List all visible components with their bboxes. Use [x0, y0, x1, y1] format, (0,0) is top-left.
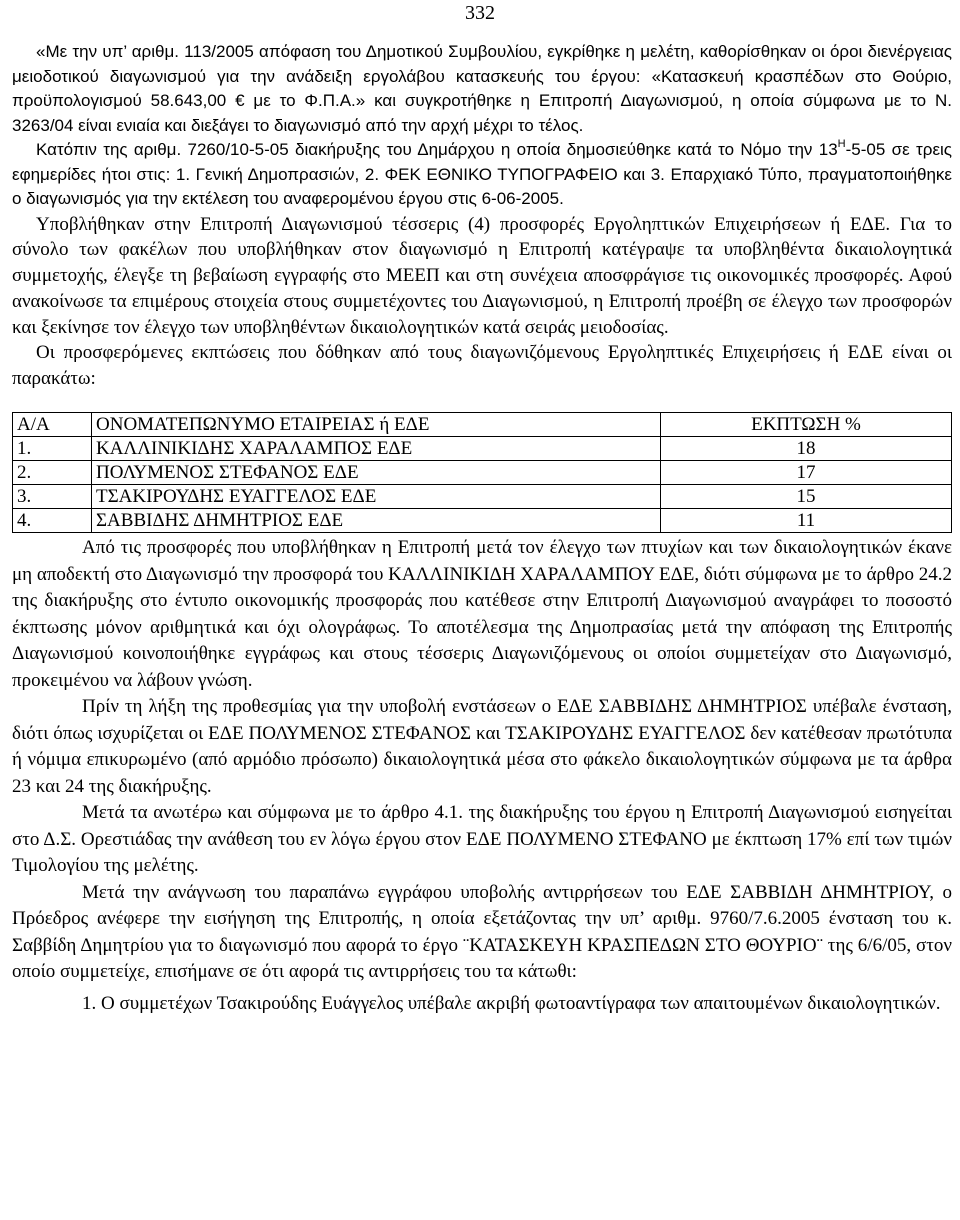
proclamation-text-end: -5-05 σε τρεις εφημερίδες ήτοι στις: 1. Γενική Δημοπρασιών, 2. ΦΕΚ ΕΘΝΙΚΟ ΤΥΠΟΓΡΑΦΕΙΟ και 3. Επαρχιακό Τύπο, πραγματοποιήθηκε ο διαγωνισμός για την εκτέλεση του αναφερομένου έργου στις 6-06-2005.: [12, 140, 952, 208]
row-number: 4.: [13, 509, 92, 533]
discounts-table: [12, 412, 952, 533]
row-company: ΤΣΑΚΙΡΟΥΔΗΣ ΕΥΑΓΓΕΛΟΣ ΕΔΕ: [92, 485, 661, 509]
row-company: ΚΑΛΛΙΝΙΚΙΔΗΣ ΧΑΡΑΛΑΜΠΟΣ ΕΔΕ: [92, 437, 661, 461]
paragraph-submitted-offers: Υποβλήθηκαν στην Επιτροπή Διαγωνισμού τέσσερις (4) προσφορές Εργοληπτικών Επιχειρήσεων ή ΕΔΕ. Για το σύνολο των φακέλων που υποβλήθηκαν στον διαγωνισμό η Επιτροπή κατέγραψε τα υποβληθέντα δικαιολογητικά συμμετοχής, έλεγξε τη βεβαίωση εγγραφής στο ΜΕΕΠ και στη συνέχεια αποσφράγισε τις οικονομικές προσφορές. Αφού ανακοίνωσε τα επιμέρους στοιχεία στους συμμετέχοντες του Διαγωνισμού, η Επιτροπή προέβη σε έλεγχο των προσφορών και ξεκίνησε τον έλεγχο των υποβληθέντων δικαιολογητικών κατά σειράς μειοδοσίας.: [12, 213, 952, 338]
paragraph-proclamation: [12, 138, 952, 212]
row-number: 2.: [13, 461, 92, 485]
row-discount: 15: [661, 485, 952, 509]
row-number: 3.: [13, 485, 92, 509]
list-item: 1. Ο συμμετέχων Τσακιρούδης Ευάγγελος υπέβαλε ακριβή φωτοαντίγραφα των απαιτουμένων δικαιολογητικών.: [82, 992, 941, 1014]
paragraph-objection: Πρίν τη λήξη της προθεσμίας για την υποβολή ενστάσεων ο ΕΔΕ ΣΑΒΒΙΔΗΣ ΔΗΜΗΤΡΙΟΣ υπέβαλε ένσταση, διότι όπως ισχυρίζεται οι ΕΔΕ ΠΟΛΥΜΕΝΟΣ ΣΤΕΦΑΝΟΣ και ΤΣΑΚΙΡΟΥΔΗΣ ΕΥΑΓΓΕΛΟΣ δεν κατέθεσαν πρωτότυπα ή νόμιμα επικυρωμένο (από αρμόδιο πρόσωπο) δικαιολογητικά μέσα στο φάκελο δικαιολογητικών σύμφωνα με τα άρθρα 23 και 24 της διακήρυξης.: [12, 696, 952, 797]
row-discount: 18: [661, 437, 952, 461]
paragraph-discounts-intro: Οι προσφερόμενες εκπτώσεις που δόθηκαν από τους διαγωνιζόμενους Εργοληπτικές Επιχειρήσεις ή ΕΔΕ είναι οι παρακάτω:: [12, 342, 952, 390]
header-discount: ΕΚΠΤΩΣΗ %: [661, 413, 952, 437]
row-company: ΠΟΛΥΜΕΝΟΣ ΣΤΕΦΑΝΟΣ ΕΔΕ: [92, 461, 661, 485]
row-discount: 11: [661, 509, 952, 533]
paragraph-reading: Μετά την ανάγνωση του παραπάνω εγγράφου υποβολής αντιρρήσεων του ΕΔΕ ΣΑΒΒΙΔΗ ΔΗΜΗΤΡΙΟΥ, ο Πρόεδρος ανέφερε την εισήγηση της Επιτροπής, η οποία εξετάζοντας την υπ’ αριθμ. 9760/7.6.2005 ένσταση του κ. Σαββίδη Δημητρίου για το διαγωνισμό που αφορά το έργο ¨ΚΑΤΑΣΚΕΥΗ ΚΡΑΣΠΕΔΩΝ ΣΤΟ ΘΟΥΡΙΟ¨ της 6/6/05, στον οποίο συμμετείχε, επισήμανε σε ότι αφορά τις αντιρρήσεις του τα κάτωθι:: [12, 881, 952, 983]
document-body: [12, 40, 952, 1016]
objections-list: [12, 992, 952, 1016]
row-company: ΣΑΒΒΙΔΗΣ ΔΗΜΗΤΡΙΟΣ ΕΔΕ: [92, 509, 661, 533]
proclamation-superscript: Η: [837, 138, 846, 150]
table-header-row: [13, 413, 952, 437]
page-number: 332: [465, 2, 495, 24]
paragraph-decision: «Με την υπ’ αριθμ. 113/2005 απόφαση του Δημοτικού Συμβουλίου, εγκρίθηκε η μελέτη, καθορίσθηκαν οι όροι διενέργειας μειοδοτικού διαγωνισμού για την ανάδειξη εργολάβου κατασκευής του έργου: «Κατασκευή κρασπέδων στο Θούριο, προϋπολογισμού 58.643,00 € με το Φ.Π.Α.» και συγκροτήθηκε η Επιτροπή Διαγωνισμού, η οποία σύμφωνα με το Ν. 3263/04 είναι ενιαία και διεξάγει το διαγωνισμό από την αρχή μέχρι το τέλος.: [12, 42, 952, 135]
header-company-name: ΟΝΟΜΑΤΕΠΩΝΥΜΟ ΕΤΑΙΡΕΙΑΣ ή ΕΔΕ: [92, 413, 661, 437]
paragraph-offers-evaluation: Από τις προσφορές που υποβλήθηκαν η Επιτροπή μετά τον έλεγχο των πτυχίων και των δικαιολογητικών έκανε μη αποδεκτή στο Διαγωνισμό την προσφορά του ΚΑΛΛΙΝΙΚΙΔΗ ΧΑΡΑΛΑΜΠΟΥ ΕΔΕ, διότι σύμφωνα με το άρθρο 24.2 της διακήρυξης στο έντυπο οικονομικής προσφοράς που κατέθεσε στην Επιτροπή Διαγωνισμού αναγράφει το ποσοστό έκπτωσης μόνον αριθμητικά και όχι ολογράφως. Το αποτέλεσμα της Δημοπρασίας μετά την απόφαση της Επιτροπής Διαγωνισμού κοινοποιήθηκε εγγράφως και στους τέσσερις Διαγωνιζόμενους οι οποίοι συμμετείχαν στο Διαγωνισμό, προκειμένου να λάβουν γνώση.: [12, 537, 952, 691]
header-aa: Α/Α: [13, 413, 92, 437]
table-row: [13, 509, 952, 533]
proclamation-text-start: Κατόπιν της αριθμ. 7260/10-5-05 διακήρυξης του Δημάρχου η οποία δημοσιεύθηκε κατά το Νόμο την 13: [36, 140, 838, 159]
row-discount: 17: [661, 461, 952, 485]
table-row: [13, 461, 952, 485]
table-row: [13, 485, 952, 509]
row-number: 1.: [13, 437, 92, 461]
table-row: [13, 437, 952, 461]
paragraph-recommendation: Μετά τα ανωτέρω και σύμφωνα με το άρθρο 4.1. της διακήρυξης του έργου η Επιτροπή Διαγωνισμού εισηγείται στο Δ.Σ. Ορεστιάδας την ανάθεση του εν λόγω έργου στον ΕΔΕ ΠΟΛΥΜΕΝΟ ΣΤΕΦΑΝΟ με έκπτωση 17% επί των τιμών Τιμολογίου της μελέτης.: [12, 802, 952, 877]
